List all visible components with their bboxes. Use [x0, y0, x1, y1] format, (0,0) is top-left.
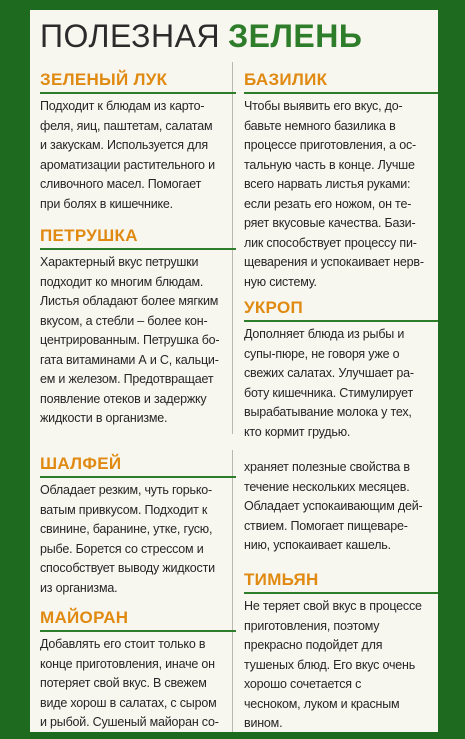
article-sheet — [30, 10, 438, 732]
section-text — [40, 253, 236, 429]
text-line: супы-пюре, не говоря уже о — [244, 346, 400, 361]
text-line: Подходит к блюдам из карто- — [40, 99, 205, 113]
section-text — [244, 597, 438, 732]
text-line: чесноком, луком и красным — [244, 696, 400, 711]
text-line: центрированным. Петрушка бо- — [40, 333, 220, 347]
text-line: приготовления, поэтому — [244, 618, 380, 633]
text-line: боту кишечника. Стимулирует — [244, 385, 413, 400]
text-line: Обладает резким, чуть горько- — [40, 483, 212, 497]
title-part-1: ПОЛЕЗНАЯ — [40, 18, 221, 54]
text-line: если резать его ножом, он те- — [244, 196, 412, 211]
text-line: способствует выводу жидкости — [40, 561, 215, 575]
text-line: ватым привкусом. Подходит к — [40, 502, 208, 517]
text-line: ствием. Помогает пищеваре- — [244, 518, 408, 533]
section-marjoram — [40, 608, 236, 732]
text-line: подходит ко многим блюдам. — [40, 274, 204, 289]
section-text — [40, 481, 236, 598]
text-line: прекрасно подойдет для — [244, 638, 383, 652]
text-line: Чтобы выявить его вкус, до- — [244, 99, 403, 113]
section-text — [244, 97, 438, 292]
section-green-onion — [40, 70, 236, 214]
text-line: тушеных блюд. Его вкус очень — [244, 657, 416, 672]
text-line: вкусом, а стебли – более кон- — [40, 313, 208, 328]
text-line: Не теряет свой вкус в процессе — [244, 599, 422, 613]
text-line: жидкости в организме. — [40, 411, 168, 425]
text-line: течение нескольких месяцев. — [244, 479, 410, 494]
section-heading: ПЕТРУШКА — [40, 226, 236, 250]
text-line: из организма. — [40, 580, 118, 595]
section-sage — [40, 454, 236, 598]
text-line: Дополняет блюда из рыбы и — [244, 327, 405, 341]
text-line: ряет вкусовые качества. Бази- — [244, 216, 416, 230]
section-text — [244, 325, 438, 442]
text-line: ем и железом. Предотвращает — [40, 372, 214, 386]
section-heading: ЗЕЛЕНЫЙ ЛУК — [40, 70, 236, 94]
section-heading: МАЙОРАН — [40, 608, 236, 632]
section-heading: УКРОП — [244, 298, 438, 322]
section-heading: БАЗИЛИК — [244, 70, 438, 94]
text-line: вином. — [244, 716, 283, 730]
text-line: и закускам. Используется для — [40, 138, 208, 152]
text-line: храняет полезные свойства в — [244, 460, 410, 474]
text-line: рыбе. Борется со стрессом и — [40, 541, 204, 556]
text-line: феля, яиц, паштетам, салатам — [40, 118, 213, 133]
text-line: бавьте немного базилика в — [244, 118, 396, 133]
text-line: тальную часть в конце. Лучше — [244, 157, 415, 172]
text-line: Характерный вкус петрушки — [40, 255, 199, 269]
text-line: кто кормит грудью. — [244, 424, 351, 439]
text-line: Листья обладают более мягким — [40, 294, 219, 308]
section-parsley — [40, 226, 236, 429]
section-basil — [244, 70, 438, 292]
text-line: вырабатывание молока у тех, — [244, 405, 412, 419]
section-heading: ШАЛФЕЙ — [40, 454, 236, 478]
section-heading: ТИМЬЯН — [244, 570, 438, 594]
text-line: свинине, баранине, утке, гусю, — [40, 522, 213, 536]
text-line: Обладает успокаивающим дей- — [244, 499, 423, 513]
text-line: Добавлять его стоит только в — [40, 637, 206, 651]
section-text — [40, 97, 236, 214]
text-line: нию, успокаивает кашель. — [244, 538, 391, 552]
page-title — [40, 12, 362, 60]
text-line: гата витаминами А и С, кальци- — [40, 352, 219, 367]
text-line: лик способствует процессу пи- — [244, 235, 417, 250]
text-line: свежих салатах. Улучшает ра- — [244, 366, 414, 380]
text-line: ную систему. — [244, 274, 317, 289]
section-text — [40, 635, 236, 732]
text-line: и рыбой. Сушеный майоран со- — [40, 715, 219, 729]
section-thyme — [244, 570, 438, 732]
text-line: при болях в кишечнике. — [40, 196, 173, 211]
text-line: потеряет свой вкус. В свежем — [40, 676, 207, 690]
section-text — [244, 458, 438, 556]
section-marjoram-continued — [244, 458, 438, 556]
title-part-2: ЗЕЛЕНЬ — [228, 18, 363, 54]
text-line: появление отеков и задержку — [40, 391, 207, 406]
text-line: хорошо сочетается с — [244, 677, 362, 691]
section-dill — [244, 298, 438, 442]
text-line: виде хорош в салатах, с сыром — [40, 695, 217, 710]
text-line: ароматизации растительного и — [40, 157, 215, 172]
text-line: процессе приготовления, а ос- — [244, 138, 416, 152]
text-line: конце приготовления, иначе он — [40, 656, 215, 671]
text-line: щеварения и успокаивает нерв- — [244, 255, 424, 269]
text-line: всего нарвать листья руками: — [244, 177, 411, 191]
text-line: сливочного масел. Помогает — [40, 177, 202, 191]
